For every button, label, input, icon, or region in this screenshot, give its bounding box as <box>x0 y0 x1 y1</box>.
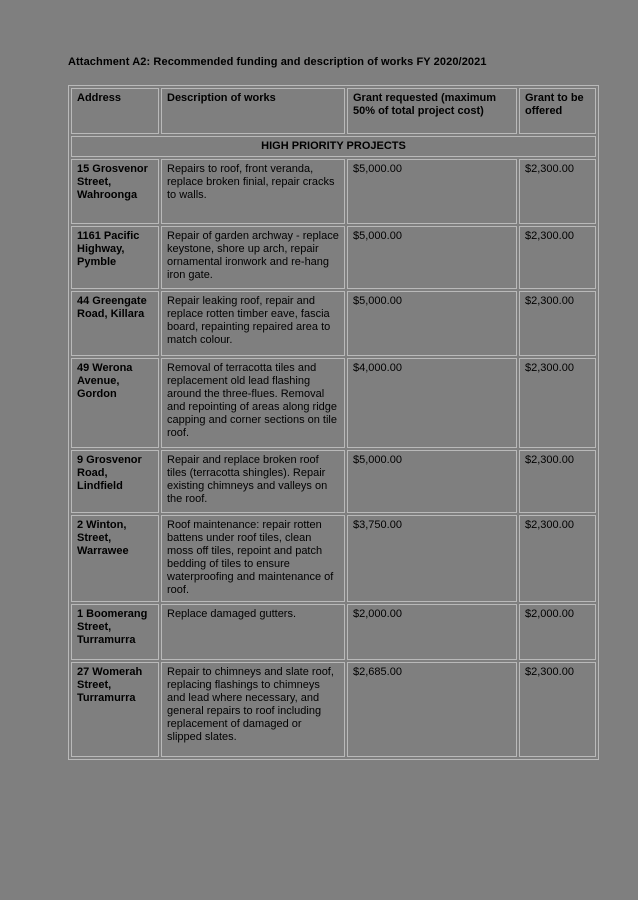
description-cell: Repairs to roof, front veranda, replace broken finial, repair cracks to walls. <box>161 159 345 224</box>
header-address: Address <box>71 88 159 134</box>
grant-offered-cell: $2,300.00 <box>519 159 596 224</box>
table-row <box>71 515 596 602</box>
address-cell: 2 Winton, Street, Warrawee <box>71 515 159 602</box>
grant-requested-cell: $5,000.00 <box>347 291 517 356</box>
grant-offered-cell: $2,300.00 <box>519 358 596 448</box>
description-cell: Repair of garden archway - replace keystone, shore up arch, repair ornamental ironwork and re-hang iron gate. <box>161 226 345 289</box>
table-row <box>71 159 596 224</box>
grant-requested-cell: $5,000.00 <box>347 159 517 224</box>
description-cell: Roof maintenance: repair rotten battens under roof tiles, clean moss off tiles, repoint and patch bedding of tiles to ensure waterproofing and maintenance of roof. <box>161 515 345 602</box>
address-cell: 9 Grosvenor Road, Lindfield <box>71 450 159 513</box>
grant-offered-cell: $2,000.00 <box>519 604 596 660</box>
grant-offered-cell: $2,300.00 <box>519 450 596 513</box>
header-grant-offered: Grant to be offered <box>519 88 596 134</box>
table-header-row <box>71 88 596 134</box>
description-cell: Repair and replace broken roof tiles (terracotta shingles). Repair existing chimneys and valleys on the roof. <box>161 450 345 513</box>
table-row <box>71 226 596 289</box>
header-description: Description of works <box>161 88 345 134</box>
grant-requested-cell: $2,000.00 <box>347 604 517 660</box>
table-row <box>71 450 596 513</box>
page-title: Attachment A2: Recommended funding and description of works FY 2020/2021 <box>68 56 487 68</box>
grant-requested-cell: $2,685.00 <box>347 662 517 757</box>
description-cell: Repair leaking roof, repair and replace rotten timber eave, fascia board, repainting repaired area to match colour. <box>161 291 345 356</box>
description-cell: Replace damaged gutters. <box>161 604 345 660</box>
grant-offered-cell: $2,300.00 <box>519 226 596 289</box>
grant-requested-cell: $5,000.00 <box>347 450 517 513</box>
table-row <box>71 604 596 660</box>
description-cell: Repair to chimneys and slate roof, replacing flashings to chimneys and lead where necessary, and general repairs to roof including replacement of damaged or slipped slates. <box>161 662 345 757</box>
grant-offered-cell: $2,300.00 <box>519 291 596 356</box>
grant-requested-cell: $5,000.00 <box>347 226 517 289</box>
address-cell: 15 Grosvenor Street, Wahroonga <box>71 159 159 224</box>
table-row <box>71 291 596 356</box>
table-row <box>71 358 596 448</box>
table-row <box>71 662 596 757</box>
address-cell: 27 Womerah Street, Turramurra <box>71 662 159 757</box>
address-cell: 1 Boomerang Street, Turramurra <box>71 604 159 660</box>
description-cell: Removal of terracotta tiles and replacement old lead flashing around the three-flues. Removal and repointing of areas along ridge capping and corner sections on tile roof. <box>161 358 345 448</box>
header-grant-requested: Grant requested (maximum 50% of total project cost) <box>347 88 517 134</box>
address-cell: 44 Greengate Road, Killara <box>71 291 159 356</box>
grant-requested-cell: $3,750.00 <box>347 515 517 602</box>
address-cell: 1161 Pacific Highway, Pymble <box>71 226 159 289</box>
funding-table <box>68 85 599 760</box>
section-header-row <box>71 136 596 157</box>
address-cell: 49 Werona Avenue, Gordon <box>71 358 159 448</box>
grant-offered-cell: $2,300.00 <box>519 515 596 602</box>
section-header-label: HIGH PRIORITY PROJECTS <box>71 136 596 157</box>
grant-offered-cell: $2,300.00 <box>519 662 596 757</box>
grant-requested-cell: $4,000.00 <box>347 358 517 448</box>
